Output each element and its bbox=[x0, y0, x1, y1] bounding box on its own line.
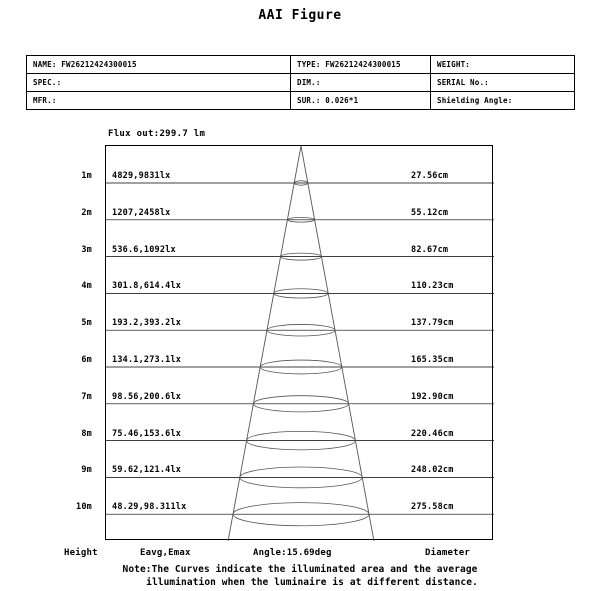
row-illuminance-2m: 1207,2458lx bbox=[112, 207, 171, 218]
spec-cell-serial-no: SERIAL No.: bbox=[431, 74, 575, 92]
row-height-6m: 6m bbox=[81, 355, 92, 365]
spec-cell-type: TYPE: FW26212424300015 bbox=[291, 56, 431, 74]
row-diameter-8m: 220.46cm bbox=[411, 428, 454, 439]
cone-left-edge bbox=[228, 146, 301, 541]
spec-cell-mfr: MFR.: bbox=[27, 92, 291, 110]
row-height-7m: 7m bbox=[81, 391, 92, 402]
row-height-2m: 2m bbox=[81, 207, 92, 218]
row-height-4m: 4m bbox=[81, 281, 92, 292]
row-diameter-6m: 165.35cm bbox=[411, 355, 454, 365]
spec-cell-dim: DIM.: bbox=[291, 74, 431, 92]
axis-caption-height: Height bbox=[64, 548, 98, 558]
light-cone-group bbox=[228, 146, 374, 541]
spec-cell-spec: SPEC.: bbox=[27, 74, 291, 92]
cone-right-edge bbox=[301, 146, 374, 541]
row-illuminance-9m: 59.62,121.4lx bbox=[112, 465, 182, 476]
axis-caption-beam-angle: Angle:15.69deg bbox=[253, 548, 332, 558]
spec-cell-shielding-angle: Shielding Angle: bbox=[431, 92, 575, 110]
axis-caption-eavg-emax: Eavg,Emax bbox=[140, 548, 191, 558]
note-line-2: illumination when the luminaire is at different distance. bbox=[146, 577, 478, 588]
spec-cell-sur: SUR.: 0.026*1 bbox=[291, 92, 431, 110]
beam-cone-graphic bbox=[106, 146, 494, 541]
specification-table bbox=[26, 55, 575, 110]
note-line-1: Note:The Curves indicate the illuminated area and the average bbox=[122, 564, 478, 575]
flux-output-label: Flux out:299.7 lm bbox=[108, 129, 206, 139]
row-diameter-10m: 275.58cm bbox=[411, 502, 454, 513]
row-illuminance-6m: 134.1,273.1lx bbox=[112, 355, 182, 365]
table-row bbox=[27, 92, 575, 110]
page-title: AAI Figure bbox=[258, 8, 342, 23]
row-illuminance-3m: 536.6,1092lx bbox=[112, 244, 176, 255]
row-height-8m: 8m bbox=[81, 428, 92, 439]
row-diameter-1m: 27.56cm bbox=[411, 171, 449, 181]
row-height-10m: 10m bbox=[76, 502, 92, 513]
row-diameter-5m: 137.79cm bbox=[411, 318, 454, 329]
row-diameter-4m: 110.23cm bbox=[411, 281, 454, 292]
row-diameter-7m: 192.90cm bbox=[411, 391, 454, 402]
row-height-5m: 5m bbox=[81, 318, 92, 329]
spec-cell-weight: WEIGHT: bbox=[431, 56, 575, 74]
row-illuminance-5m: 193.2,393.2lx bbox=[112, 318, 182, 329]
row-illuminance-7m: 98.56,200.6lx bbox=[112, 391, 182, 402]
table-row bbox=[27, 56, 575, 74]
illuminated-area-ellipses bbox=[233, 181, 369, 526]
row-height-1m: 1m bbox=[81, 171, 92, 181]
row-illuminance-1m: 4829,9831lx bbox=[112, 171, 171, 181]
row-diameter-3m: 82.67cm bbox=[411, 244, 449, 255]
row-height-9m: 9m bbox=[81, 465, 92, 476]
row-height-3m: 3m bbox=[81, 244, 92, 255]
row-illuminance-4m: 301.8,614.4lx bbox=[112, 281, 182, 292]
table-row bbox=[27, 74, 575, 92]
axis-caption-diameter: Diameter bbox=[425, 548, 470, 558]
spec-cell-name: NAME: FW26212424300015 bbox=[27, 56, 291, 74]
note-block bbox=[0, 563, 600, 589]
row-diameter-9m: 248.02cm bbox=[411, 465, 454, 476]
row-illuminance-10m: 48.29,98.311lx bbox=[112, 502, 187, 513]
row-illuminance-8m: 75.46,153.6lx bbox=[112, 428, 182, 439]
row-diameter-2m: 55.12cm bbox=[411, 207, 449, 218]
beam-diagram-chart bbox=[105, 145, 493, 540]
